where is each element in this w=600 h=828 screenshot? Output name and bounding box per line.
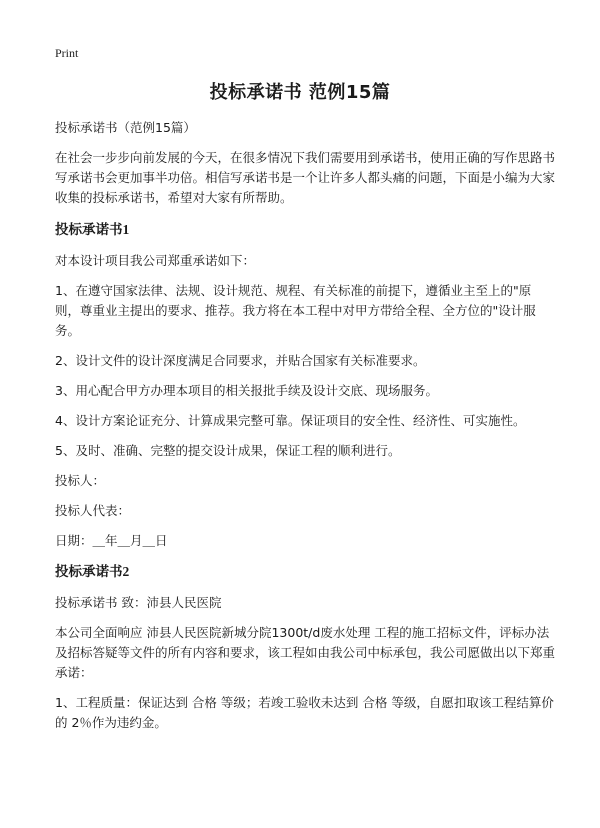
section-heading-1: 投标承诺书1 — [55, 222, 130, 237]
intro-paragraph: 在社会一步步向前发展的今天，在很多情况下我们需要用到承诺书，使用正确的写作思路书写承诺书会更加事半功倍。相信写承诺书是一个让许多人都头痛的问题，下面是小编为大家收集的投标承诺书，希望对大家有所帮助。 — [55, 150, 556, 205]
section1-item-2: 2、设计文件的设计深度满足合同要求，并贴合国家有关标准要求。 — [55, 353, 426, 368]
section1-item-3: 3、用心配合甲方办理本项目的相关报批手续及设计交底、现场服务。 — [55, 383, 438, 398]
section1-lead: 对本设计项目我公司郑重承诺如下： — [55, 253, 256, 268]
document-title: 投标承诺书 范例15篇 — [209, 82, 391, 103]
intro-subtitle: 投标承诺书（范例15篇） — [55, 120, 196, 135]
date-line: 日期：＿年＿月＿日 — [55, 533, 168, 548]
section1-item-5: 5、及时、准确、完整的提交设计成果，保证工程的顺利进行。 — [55, 443, 401, 458]
print-label[interactable]: Print — [55, 46, 79, 60]
section1-item-4: 4、设计方案论证充分、计算成果完整可靠。保证项目的安全性、经济性、可实施性。 — [55, 413, 526, 428]
section2-item-1: 1、工程质量：保证达到 合格 等级；若竣工验收未达到 合格 等级，自愿扣取该工程结算价的 2％作为违约金。 — [55, 695, 554, 730]
bidder-line: 投标人： — [55, 473, 106, 488]
section-heading-2: 投标承诺书2 — [55, 564, 130, 579]
section2-paragraph: 本公司全面响应 沛县人民医院新城分院1300t/d废水处理 工程的施工招标文件，评标办法及招标答疑等文件的所有内容和要求，该工程如由我公司中标承包，我公司愿做出以下郑重承诺： — [55, 625, 556, 680]
section1-item-1: 1、在遵守国家法律、法规、设计规范、规程、有关标准的前提下，遵循业主至上的"原则，尊重业主提出的要求、推荐。我方将在本工程中对甲方带给全程、全方位的"设计服务。 — [55, 283, 536, 338]
document-body — [55, 118, 555, 733]
section2-recipient: 投标承诺书 致：沛县人民医院 — [55, 595, 222, 610]
representative-line: 投标人代表： — [55, 503, 131, 518]
